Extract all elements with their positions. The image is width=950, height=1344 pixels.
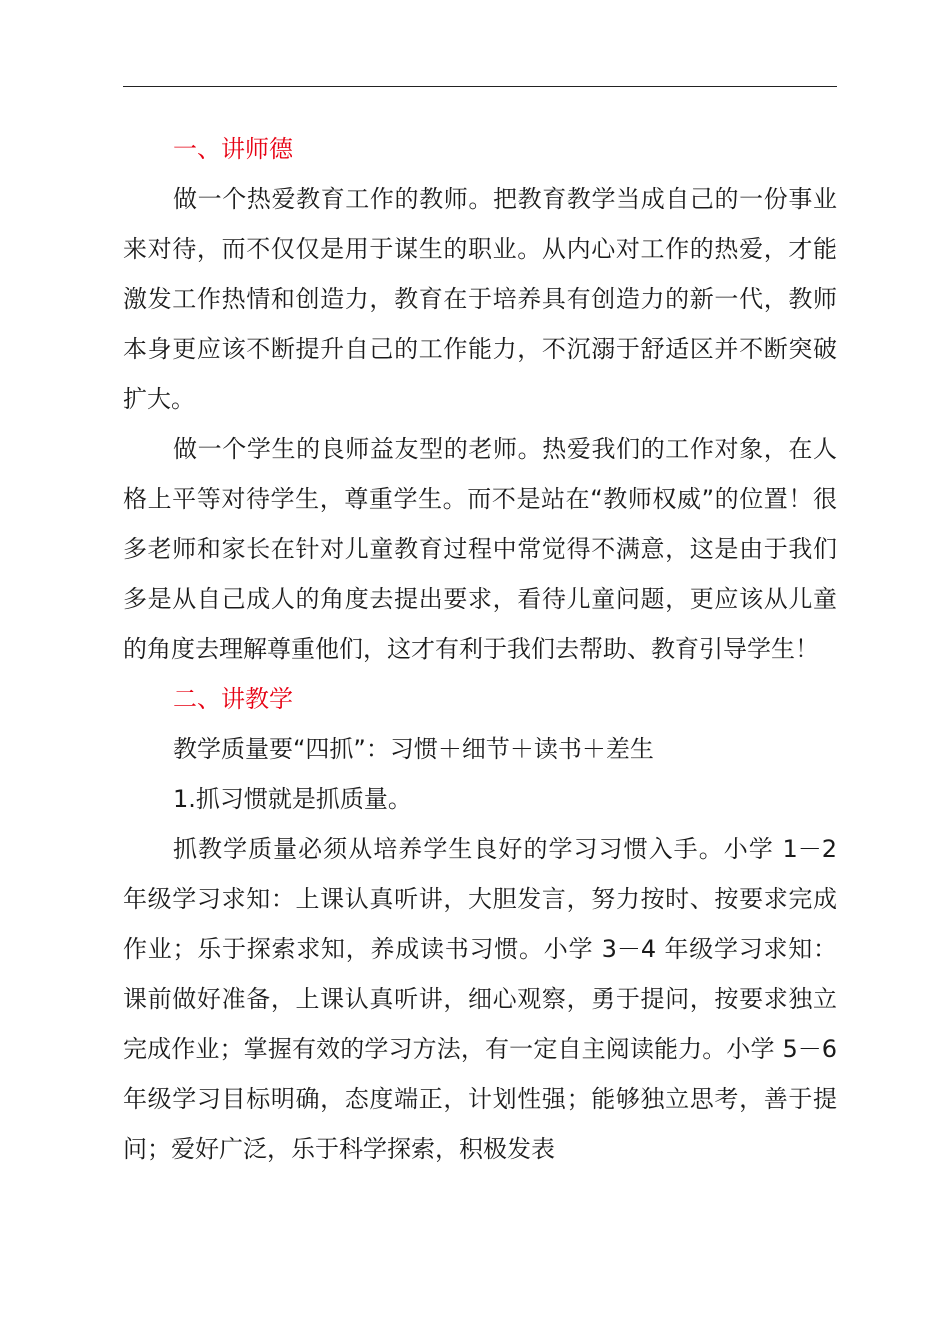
paragraph: 做一个学生的良师益友型的老师。热爱我们的工作对象，在人格上平等对待学生，尊重学生。而不是站在“教师权威”的位置！很多老师和家长在针对儿童教育过程中常觉得不满意，这是由于我们多是从自己成人的角度去提出要求，看待儿童问题，更应该从儿童的角度去理解尊重他们，这才有利于我们去帮助、教育引导学生！: [123, 435, 837, 663]
header-rule: [123, 86, 837, 87]
paragraph: 做一个热爱教育工作的教师。把教育教学当成自己的一份事业来对待，而不仅仅是用于谋生的职业。从内心对工作的热爱，才能激发工作热情和创造力，教育在于培养具有创造力的新一代，教师本身更应该不断提升自己的工作能力，不沉溺于舒适区并不断突破扩大。: [123, 185, 837, 413]
paragraph: 抓教学质量必须从培养学生良好的学习习惯入手。小学 1－2 年级学习求知：上课认真听讲，大胆发言，努力按时、按要求完成作业；乐于探索求知，养成读书习惯。小学 3－4 年级学习求知：课前做好准备，上课认真听讲，细心观察，勇于提问，按要求独立完成作业；掌握有效的学习方法，有一定自主阅读能力。小学 5－6 年级学习目标明确，态度端正，计划性强；能够独立思考，善于提问；爱好广泛，乐于科学探索，积极发表: [123, 835, 837, 1163]
paragraph: 1.抓习惯就是抓质量。: [173, 785, 412, 813]
document-body: [123, 124, 837, 1174]
paragraph: 教学质量要“四抓”：习惯＋细节＋读书＋差生: [173, 735, 654, 763]
section-heading-ethics: 一、讲师德: [173, 135, 293, 163]
section-heading-teaching: 二、讲教学: [173, 685, 293, 713]
